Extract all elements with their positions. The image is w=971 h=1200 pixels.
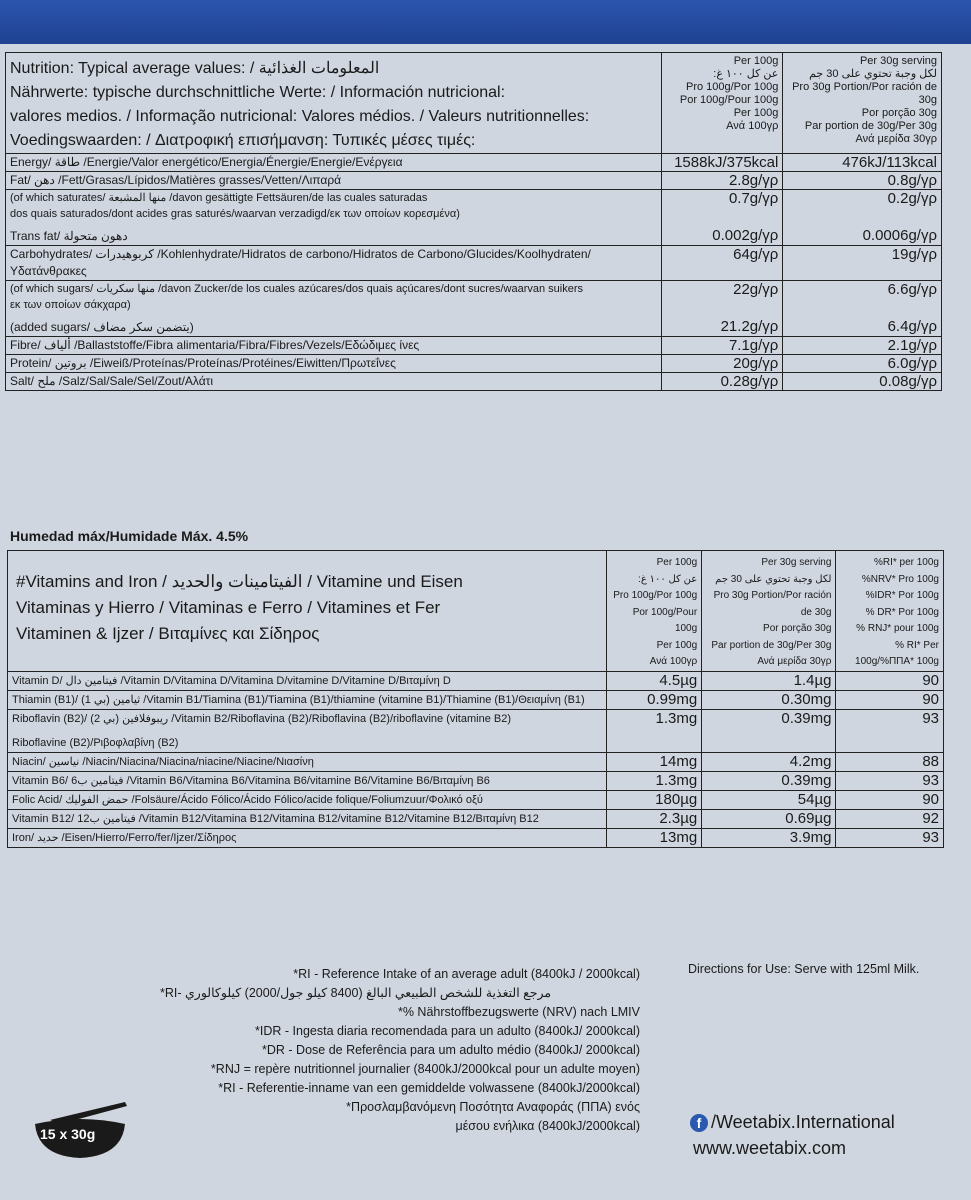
- per30-line: Por porção 30g: [763, 623, 832, 634]
- vitamin-row-b6: [8, 771, 944, 790]
- nutrition-header-row: [6, 53, 942, 154]
- value-per30: 0.8g/γρ: [783, 172, 942, 190]
- value-per100: 0.99mg: [606, 690, 702, 709]
- footnote: *RI - Referentie-inname van een gemiddelde volwassene (8400kJ/2000kcal): [218, 1081, 640, 1095]
- saturates-per30: 0.2g/γρ: [887, 190, 937, 207]
- value-ri: 88: [836, 752, 944, 771]
- sugars-per30: 6.6g/γρ: [887, 281, 937, 298]
- nutrient-row-salt: [6, 373, 942, 391]
- website-link[interactable]: www.weetabix.com: [693, 1138, 847, 1158]
- per100-line: Pro 100g/Por 100g: [685, 81, 779, 93]
- per100-line: عن كل ١٠٠ غ:: [638, 573, 698, 585]
- nutrient-row-energy: [6, 154, 942, 172]
- ri-line: % RNJ* pour 100g: [856, 623, 939, 634]
- trans-fat-label: Trans fat/ دهون متحولة: [10, 229, 128, 243]
- nutrient-label: Carbohydrates/ كربوهيدرات /Kohlenhydrate/Hidratos de carbono/Hidratos de Carbono/Glucides/Koolhydraten/Υδατάνθρακες: [6, 246, 662, 281]
- header-line: #Vitamins and Iron / الفيتامينات والحديد / Vitamine und Eisen: [16, 572, 463, 591]
- saturates-label-2: dos quais saturados/dont acides gras saturés/waarvan verzadigd/εκ των οποίων κορεσμένα): [10, 208, 460, 220]
- footnote: *RNJ = repère nutritionnel journalier (8400kJ/2000kcal pour un adulte moyen): [210, 1062, 640, 1076]
- value-per100: 0.28g/γρ: [662, 373, 783, 391]
- added-sugars-label: (added sugars/ يتضمن سكر مضاف): [10, 320, 194, 334]
- vitamin-row-niacin: [8, 752, 944, 771]
- nutrient-row-carbohydrates: [6, 246, 942, 281]
- nutrient-label: Energy/ طاقة /Energie/Valor energético/Energia/Énergie/Energie/Ενέργεια: [6, 154, 662, 172]
- top-band: [0, 0, 971, 50]
- value-ri: 90: [836, 671, 944, 690]
- value-per30: 54µg: [702, 790, 836, 809]
- per100-line: Por 100g/Pour 100g: [679, 94, 779, 106]
- value-per100: 13mg: [606, 828, 702, 847]
- value-per100: 14mg: [606, 752, 702, 771]
- per100-line: Per 100g: [733, 107, 779, 119]
- vitamin-label: Folic Acid/ حمض الفوليك /Folsäure/Ácido Fólico/Ácido Fólico/acide folique/Foliumzuur/Φολικό οξύ: [8, 790, 607, 809]
- facebook-handle[interactable]: [690, 1112, 895, 1133]
- vitamin-row-b12: [8, 809, 944, 828]
- per100-header: [606, 551, 702, 672]
- header-line: Nährwerte: typische durchschnittliche Werte: / Información nutricional:: [10, 84, 506, 101]
- added-sugars-per30: 6.4g/γρ: [887, 318, 937, 335]
- value-per30: 3.9mg: [702, 828, 836, 847]
- sugars-label: (of which sugars/ منها سكريات /davon Zucker/de los cuales azúcares/dos quais açúcares/dont sucres/waarvan suikers: [10, 283, 584, 295]
- vitamin-label: Iron/ حديد /Eisen/Hierro/Ferro/fer/Ijzer/Σίδηρος: [8, 828, 607, 847]
- per100-line: Per 100g: [733, 55, 779, 67]
- value-per30: [783, 281, 942, 337]
- sugars-label-2: εκ των οποίων σάκχαρα): [10, 299, 131, 311]
- per30-line: Ανά μερίδα 30γρ: [757, 656, 832, 667]
- header-line: Vitaminas y Hierro / Vitaminas e Ferro / Vitamines et Fer: [16, 598, 441, 617]
- sugars-per100: 22g/γρ: [733, 281, 779, 298]
- per30-header: [783, 53, 942, 154]
- value-per30: 6.0g/γρ: [783, 355, 942, 373]
- ri-line: %IDR* Por 100g: [865, 590, 939, 601]
- moisture-note: Humedad máx/Humidade Máx. 4.5%: [10, 528, 249, 544]
- footnote: *% Nährstoffbezugswerte (NRV) nach LMIV: [397, 1005, 640, 1019]
- facebook-handle-text: /Weetabix.International: [711, 1112, 895, 1132]
- nutrition-header-label: [6, 53, 662, 154]
- per100-line: Ανά 100γρ: [649, 656, 698, 667]
- nutrient-row-fat: [6, 172, 942, 190]
- per100-line: Ανά 100γρ: [726, 120, 779, 132]
- value-per30: 0.30mg: [702, 690, 836, 709]
- per30-line: Per 30g serving: [859, 55, 937, 67]
- value-ri: 93: [836, 828, 944, 847]
- riboflavin-label-2: Riboflavine (B2)/Ριβοφλαβίνη (B2): [12, 736, 179, 749]
- value-per30: 19g/γρ: [783, 246, 942, 281]
- value-ri: 92: [836, 809, 944, 828]
- per30-line: Pro 30g Portion/Por ración de 30g: [713, 590, 832, 618]
- per100-line: Per 100g: [656, 639, 698, 651]
- trans-fat-per30: 0.0006g/γρ: [862, 227, 937, 244]
- value-per100: 7.1g/γρ: [662, 337, 783, 355]
- vitamins-header-row: [8, 551, 944, 672]
- nutrient-row-saturates-group: [6, 190, 942, 246]
- ri-line: % RI* Per 100g/%ΠΠΑ* 100g: [855, 639, 939, 667]
- nutrient-label: [6, 190, 662, 246]
- per30-line: Par portion de 30g/Per 30g: [711, 639, 832, 651]
- footnote: *DR - Dose de Referência para um adulto médio (8400kJ/ 2000kcal): [262, 1043, 640, 1057]
- value-per100: 1.3mg: [606, 709, 702, 752]
- value-per30: 0.08g/γρ: [783, 373, 942, 391]
- vitamin-row-thiamin: [8, 690, 944, 709]
- per100-line: عن كل ١٠٠ غ:: [713, 68, 779, 80]
- value-per100: 180µg: [606, 790, 702, 809]
- per30-line: لكل وجبة تحتوي على 30 جم: [809, 68, 937, 80]
- ri-line: % DR* Por 100g: [865, 606, 939, 618]
- value-per100: 1588kJ/375kcal: [662, 154, 783, 172]
- vitamins-header-label: [8, 551, 607, 672]
- added-sugars-per100: 21.2g/γρ: [720, 318, 779, 335]
- value-per100: 4.5µg: [606, 671, 702, 690]
- nutrient-row-fibre: [6, 337, 942, 355]
- footnote: *IDR - Ingesta diaria recomendada para un adulto (8400kJ/ 2000kcal): [255, 1024, 640, 1038]
- value-ri: 93: [836, 709, 944, 752]
- value-per100: 20g/γρ: [662, 355, 783, 373]
- saturates-per100: 0.7g/γρ: [728, 190, 779, 207]
- value-ri: 93: [836, 771, 944, 790]
- nutrient-label: Salt/ ملح /Salz/Sal/Sale/Sel/Zout/Αλάτι: [6, 373, 662, 391]
- footnote: مرجع التغذية للشخص الطبيعي البالغ (8400 كيلو جول/2000) كيلوكالوري -RI*: [160, 986, 552, 1000]
- vitamin-row-d: [8, 671, 944, 690]
- value-per30: 4.2mg: [702, 752, 836, 771]
- vitamin-label: Vitamin B6/ فيتامين ب6 /Vitamin B6/Vitamina B6/Vitamina B6/vitamine B6/Vitamine B6/Βιταμίνη B6: [8, 771, 607, 790]
- value-per100: [662, 281, 783, 337]
- ri-line: %RI* per 100g: [873, 557, 939, 568]
- nutrient-label: Fibre/ ألياف /Ballaststoffe/Fibra alimentaria/Fibra/Fibres/Vezels/Εδώδιμες ίνες: [6, 337, 662, 355]
- per30-line: لكل وجبة تحتوي على 30 جم: [715, 573, 832, 585]
- per30-line: Ανά μερίδα 30γρ: [855, 133, 937, 145]
- per100-line: Per 100g: [656, 557, 698, 568]
- nutrient-row-protein: [6, 355, 942, 373]
- per30-header: [702, 551, 836, 672]
- vitamin-row-folic-acid: [8, 790, 944, 809]
- per30-line: Pro 30g Portion/Por ración de 30g: [792, 81, 937, 106]
- per30-line: Por porção 30g: [861, 107, 937, 119]
- value-per30: 1.4µg: [702, 671, 836, 690]
- vitamin-label: [8, 709, 607, 752]
- value-per30: [783, 190, 942, 246]
- value-per30: 0.39mg: [702, 771, 836, 790]
- riboflavin-label: Riboflavin (B2)/ ريبوفلافين (بي 2) /Vitamin B2/Riboflavina (B2)/Riboflavina (B2)/riboflavine (vitamine B2): [12, 712, 511, 725]
- value-per30: 0.39mg: [702, 709, 836, 752]
- nutrient-label: Protein/ بروتين /Eiweiß/Proteínas/Proteínas/Protéines/Eiwitten/Πρωτεΐνες: [6, 355, 662, 373]
- vitamin-label: Vitamin B12/ فيتامين ب12 /Vitamin B12/Vitamina B12/Vitamina B12/vitamine B12/Vitamine B12/Βιταμίνη B12: [8, 809, 607, 828]
- vitamin-row-riboflavin: [8, 709, 944, 752]
- value-per100: 2.8g/γρ: [662, 172, 783, 190]
- per100-line: Por 100g/Pour 100g: [632, 606, 698, 634]
- per30-line: Per 30g serving: [761, 557, 832, 568]
- facebook-icon: f: [690, 1114, 708, 1132]
- header-line: Voedingswaarden: / Διατροφική επισήμανση: Τυπικές μέσες τιμές:: [10, 132, 476, 149]
- vitamin-label: Niacin/ نياسين /Niacin/Niacina/Niacina/niacine/Niacine/Νιασίνη: [8, 752, 607, 771]
- vitamins-table: [7, 550, 944, 848]
- trans-fat-per100: 0.002g/γρ: [712, 227, 779, 244]
- footnote: μέσου ενήλικα (8400kJ/2000kcal): [455, 1119, 640, 1133]
- serving-count: 15 x 30g: [40, 1126, 96, 1142]
- value-per100: [662, 190, 783, 246]
- header-line: Vitaminen & Ijzer / Βιταμίνες και Σίδηρος: [16, 624, 320, 643]
- value-ri: 90: [836, 690, 944, 709]
- value-per30: 476kJ/113kcal: [783, 154, 942, 172]
- vitamin-row-iron: [8, 828, 944, 847]
- value-per100: 2.3µg: [606, 809, 702, 828]
- value-ri: 90: [836, 790, 944, 809]
- per100-header: [662, 53, 783, 154]
- footnotes: [160, 965, 640, 1136]
- nutrient-label: [6, 281, 662, 337]
- value-per100: 64g/γρ: [662, 246, 783, 281]
- saturates-label: (of which saturates/ منها المشبعة /davon gesättigte Fettsäuren/de las cuales saturadas: [10, 192, 428, 204]
- ri-line: %NRV* Pro 100g: [861, 573, 939, 585]
- directions-for-use: Directions for Use: Serve with 125ml Milk.: [688, 962, 920, 976]
- vitamin-label: Vitamin D/ فيتامين دال /Vitamin D/Vitamina D/Vitamina D/vitamine D/Vitamine D/Βιταμίνη D: [8, 671, 607, 690]
- header-line: Nutrition: Typical average values: / المعلومات الغذائية: [10, 60, 380, 77]
- vitamin-label: Thiamin (B1)/ ثيامين (بي 1) /Vitamin B1/Tiamina (B1)/Tiamina (B1)/thiamine (vitamine B1)/Thiamine (B1)/Θειαμίνη (B1): [8, 690, 607, 709]
- nutrition-table: [5, 52, 942, 391]
- value-per30: 2.1g/γρ: [783, 337, 942, 355]
- per100-line: Pro 100g/Por 100g: [613, 590, 698, 601]
- footnote: *Προσλαμβανόμενη Ποσότητα Αναφοράς (ΠΠΑ) ενός: [346, 1100, 640, 1114]
- value-per100: 1.3mg: [606, 771, 702, 790]
- footnote: *RI - Reference Intake of an average adult (8400kJ / 2000kcal): [293, 967, 640, 981]
- ri-header: [836, 551, 944, 672]
- value-per30: 0.69µg: [702, 809, 836, 828]
- nutrient-label: Fat/ دهن /Fett/Grasas/Lípidos/Matières grasses/Vetten/Λιπαρά: [6, 172, 662, 190]
- per30-line: Par portion de 30g/Per 30g: [804, 120, 937, 132]
- nutrient-row-sugars-group: [6, 281, 942, 337]
- header-line: valores medios. / Informação nutricional: Valores médios. / Valeurs nutritionnelles:: [10, 108, 590, 125]
